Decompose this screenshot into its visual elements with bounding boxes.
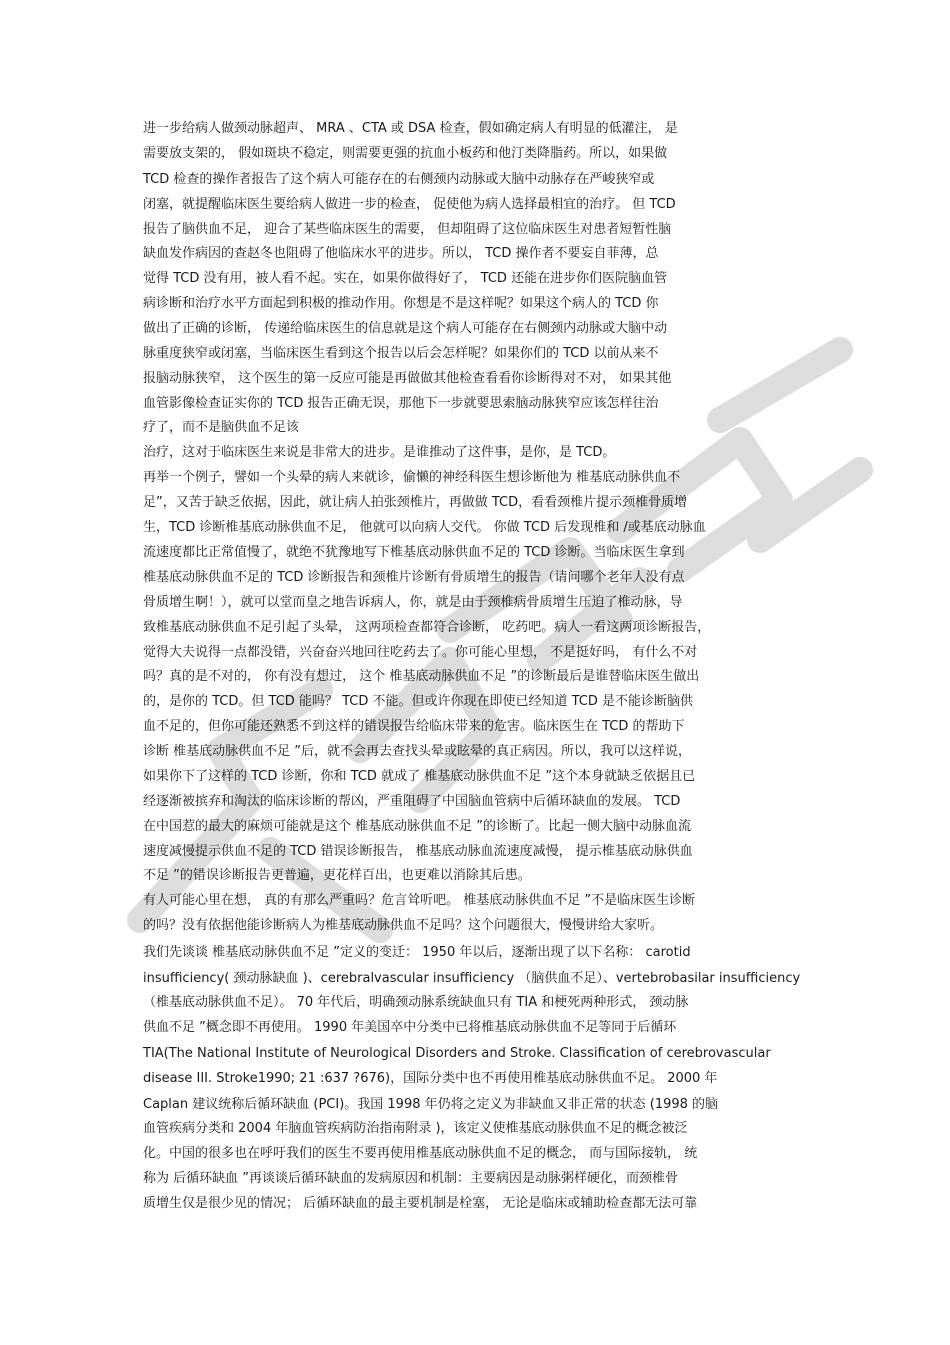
text-line: 的，是你的 TCD。但 TCD 能吗？ TCD 不能。但或许你现在即使已经知道 TCD 是不能诊断脑供 xyxy=(143,694,693,709)
text-line: 速度减慢提示供血不足的 TCD 错误诊断报告， 椎基底动脉血流速度减慢， 提示椎基底动脉供血 xyxy=(143,844,693,859)
text-line: 质增生仅是很少见的情况； 后循环缺血的最主要机制是栓塞， 无论是临床或辅助检查都无法可靠 xyxy=(143,1196,698,1211)
text-line: 化。中国的很多也在呼吁我们的医生不要再使用椎基底动脉供血不足的概念， 而与国际接轨， 统 xyxy=(143,1146,698,1161)
text-line: 生，TCD 诊断椎基底动脉供血不足， 他就可以向病人交代。 你做 TCD 后发现椎和 /或基底动脉血 xyxy=(143,520,706,535)
text-line: 血管影像检查证实你的 TCD 报告正确无误，那他下一步就要思索脑动脉狭窄应该怎样往治 xyxy=(143,396,659,411)
text-line: 经逐渐被摈弃和淘汰的临床诊断的帮凶，严重阻碍了中国脑血管病中后循环缺血的发展。 TCD xyxy=(143,794,681,809)
text-line: 的吗？没有依据他能诊断病人为椎基底动脉供血不足吗？这个问题很大，慢慢讲给大家听。 xyxy=(143,918,664,933)
text-line: 报脑动脉狭窄， 这个医生的第一反应可能是再做做其他检查看看你诊断得对不对， 如果其他 xyxy=(143,371,672,386)
text-line: 有人可能心里在想， 真的有那么严重吗？危言耸听吧。 椎基底动脉供血不足 ”不是临床医生诊断 xyxy=(143,893,696,908)
text-line: 吗？真的是不对的， 你有没有想过， 这个 椎基底动脉供血不足 ”的诊断最后是谁替临床医生做出 xyxy=(143,669,700,684)
text-line: 需要放支架的， 假如斑块不稳定，则需要更强的抗血小板药和他汀类降脂药。所以，如果做 xyxy=(143,146,668,161)
text-line: 觉得 TCD 没有用，被人看不起。实在，如果你做得好了， TCD 还能在进步你们医院脑血管 xyxy=(143,271,668,286)
text-line: Caplan 建议统称后循环缺血 (PCI)。我国 1998 年仍将之定义为非缺血又非正常的状态 (1998 的脑 xyxy=(143,1097,719,1112)
text-line: （椎基底动脉供血不足）。 70 年代后，明确颈动脉系统缺血只有 TIA 和梗死两种形式， 颈动脉 xyxy=(143,995,689,1010)
text-line: 缺血发作病因的查赵冬也阻碍了他临床水平的进步。所以， TCD 操作者不要妄自菲薄，总 xyxy=(143,246,659,261)
text-line: 如果你下了这样的 TCD 诊断，你和 TCD 就成了 椎基底动脉供血不足 ”这个本身就缺乏依据且已 xyxy=(143,769,696,784)
text-line: TCD 检查的操作者报告了这个病人可能存在的右侧颈内动脉或大脑中动脉存在严峻狭窄或 xyxy=(143,172,655,187)
text-line: 再举一个例子，譬如一个头晕的病人来就诊，偷懒的神经科医生想诊断他为 椎基底动脉供血不 xyxy=(143,470,681,485)
text-line: 血管疾病分类和 2004 年脑血管疾病防治指南附录 )，该定义使椎基底动脉供血不足的概念被泛 xyxy=(143,1121,688,1136)
text-line: 做出了正确的诊断， 传递给临床医生的信息就是这个病人可能存在右侧颈内动脉或大脑中动 xyxy=(143,321,668,336)
text-line: 在中国惹的最大的麻烦可能就是这个 椎基底动脉供血不足 ”的诊断了。比起一侧大脑中动脉血流 xyxy=(143,819,692,834)
text-line: 进一步给病人做颈动脉超声、 MRA 、CTA 或 DSA 检查，假如确定病人有明显的低灌注， 是 xyxy=(143,121,678,136)
text-line: disease III. Stroke1990; 21 :637 ?676)，国际分类中也不再使用椎基底动脉供血不足。 2000 年 xyxy=(143,1071,718,1086)
text-line: 骨质增生啊！），就可以堂而皇之地告诉病人，你，就是由于颈椎病骨质增生压迫了椎动脉，导 xyxy=(143,595,683,610)
text-line: 疗了，而不是脑供血不足该 xyxy=(143,420,300,435)
text-line: insufficiency( 颈动脉缺血 )、cerebralvascular insufficiency （脑供血不足）、vertebrobasilar insufficiency xyxy=(143,971,801,986)
text-line: 供血不足 ”概念即不再使用。 1990 年美国卒中分类中已将椎基底动脉供血不足等同于后循环 xyxy=(143,1020,677,1035)
text-line: 脉重度狭窄或闭塞，当临床医生看到这个报告以后会怎样呢？如果你们的 TCD 以前从来不 xyxy=(143,346,659,361)
text-line: 治疗，这对于临床医生来说是非常大的进步。是谁推动了这件事，是你，是 TCD。 xyxy=(143,445,616,460)
text-line: 足”，又苦于缺乏依据，因此，就让病人拍张颈椎片，再做做 TCD，看看颈椎片提示颈椎骨质增 xyxy=(143,495,688,510)
text-line: 致椎基底动脉供血不足引起了头晕， 这两项检查都符合诊断， 吃药吧。病人一看这两项诊断报告， xyxy=(143,620,711,635)
text-line: 血不足的，但你可能还熟悉不到这样的错误报告给临床带来的危害。临床医生在 TCD 的帮助下 xyxy=(143,719,685,734)
text-line: 觉得大夫说得一点都没错，兴奋奋兴地回往吃药去了。你可能心里想， 不是挺好吗， 有什么不对 xyxy=(143,645,698,660)
text-line: 闭塞，就提醒临床医生要给病人做进一步的检查， 促使他为病人选择最相宜的治疗。 但 TCD xyxy=(143,197,676,212)
text-line: 不足 ”的错误诊断报告更普遍，更花样百出，也更难以消除其后患。 xyxy=(143,868,531,883)
text-line: 病诊断和治疗水平方面起到积极的推动作用。你想是不是这样呢？如果这个病人的 TCD 你 xyxy=(143,296,659,311)
text-line: 椎基底动脉供血不足的 TCD 诊断报告和颈椎片诊断有骨质增生的报告（请问哪个老年人没有点 xyxy=(143,570,685,585)
text-line: TIA(The National Institute of Neurological Disorders and Stroke. Classification of cerebrovascular xyxy=(143,1046,771,1061)
text-line: 称为 后循环缺血 ”再谈谈后循环缺血的发病原因和机制：主要病因是动脉粥样硬化，而颈椎骨 xyxy=(143,1171,679,1186)
text-line: 报告了脑供血不足， 迎合了某些临床医生的需要， 但却阻碍了这位临床医生对患者短暂性脑 xyxy=(143,222,672,237)
text-line: 流速度都比正常值慢了，就绝不犹豫地写下椎基底动脉供血不足的 TCD 诊断。当临床医生拿到 xyxy=(143,545,685,560)
text-line: 我们先谈谈 椎基底动脉供血不足 ”定义的变迁： 1950 年以后，逐渐出现了以下名称： carotid xyxy=(143,945,691,960)
text-line: 诊断 椎基底动脉供血不足 ”后，就不会再去查找头晕或眩晕的真正病因。所以，我可以这样说， xyxy=(143,744,692,759)
